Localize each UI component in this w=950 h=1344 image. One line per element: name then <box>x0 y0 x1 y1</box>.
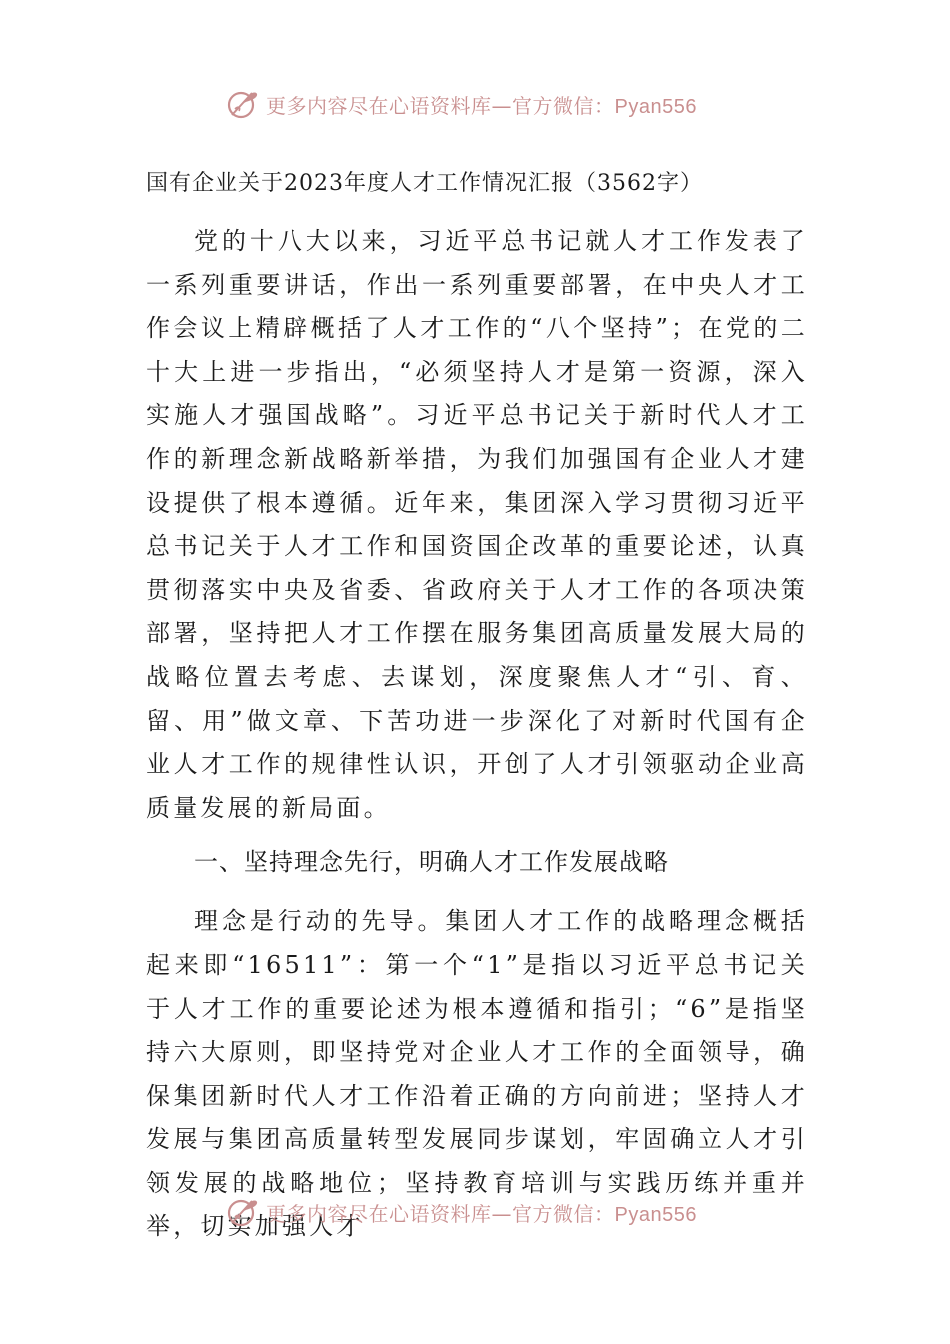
quill-logo-icon <box>226 87 260 121</box>
quill-logo-icon <box>226 1195 260 1229</box>
section-heading: 一、坚持理念先行，明确人才工作发展战略 <box>194 848 669 877</box>
watermark-banner-top <box>226 84 697 124</box>
watermark-banner-bottom <box>226 1192 697 1232</box>
section-paragraph: 理念是行动的先导。集团人才工作的战略理念概括起来即“16511”：第一个“1”是指以习近平总书记关于人才工作的重要论述为根本遵循和指引；“6”是指坚持六大原则，即坚持党对企业人才工作的全面领导，确保集团新时代人才工作沿着正确的方向前进；坚持人才发展与集团高质量转型发展同步谋划，牢固确立人才引领发展的战略地位；坚持教育培训与实践历练并重并举，切实加强人才 <box>146 907 808 1241</box>
watermark-text: 更多内容尽在心语资料库—官方微信：Pyan556 <box>266 93 697 118</box>
document-title: 国有企业关于2023年度人才工作情况汇报（3562字） <box>146 171 703 196</box>
document-body <box>146 162 808 1259</box>
watermark-text: 更多内容尽在心语资料库—官方微信：Pyan556 <box>266 1201 697 1226</box>
intro-paragraph: 党的十八大以来，习近平总书记就人才工作发表了一系列重要讲话，作出一系列重要部署，在中央人才工作会议上精辟概括了人才工作的“八个坚持”；在党的二十大上进一步指出，“必须坚持人才是第一资源，深入实施人才强国战略”。习近平总书记关于新时代人才工作的新理念新战略新举措，为我们加强国有企业人才建设提供了根本遵循。近年来，集团深入学习贯彻习近平总书记关于人才工作和国资国企改革的重要论述，认真贯彻落实中央及省委、省政府关于人才工作的各项决策部署，坚持把人才工作摆在服务集团高质量发展大局的战略位置去考虑、去谋划，深度聚焦人才“引、育、留、用”做文章、下苦功进一步深化了对新时代国有企业人才工作的规律性认识，开创了人才引领驱动企业高质量发展的新局面。 <box>146 227 808 822</box>
